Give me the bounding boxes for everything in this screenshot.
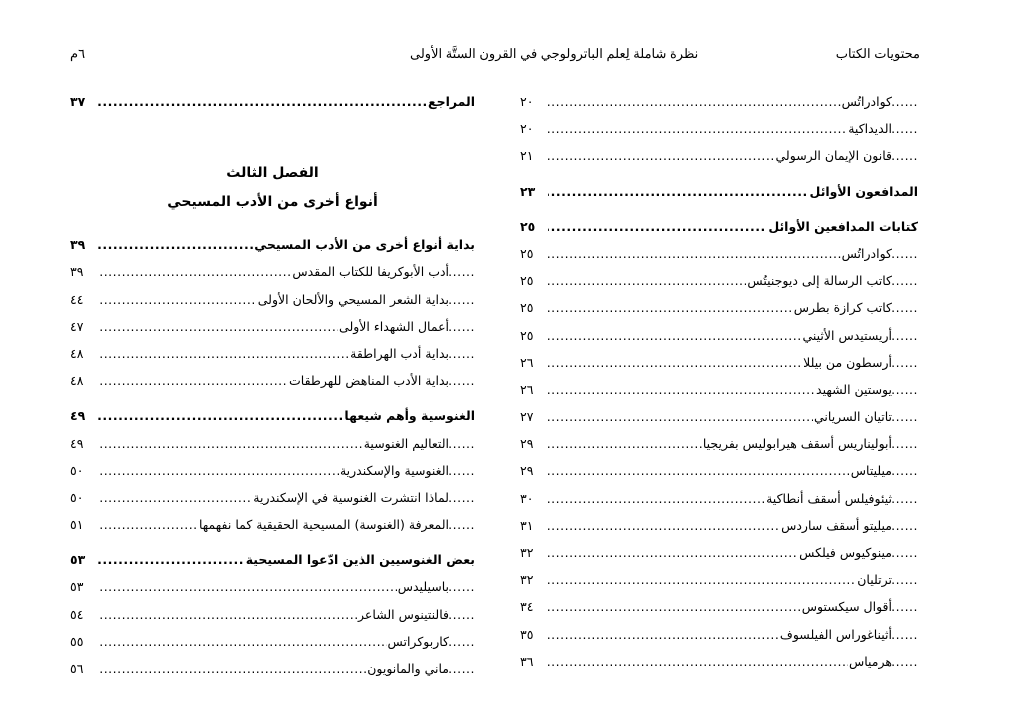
toc-entry-title: أعمال الشهداء الأولى (339, 318, 449, 334)
toc-entry-title: بداية الشعر المسيحي والألحان الأولى (257, 291, 449, 307)
toc-entry-page: ٤٧ (70, 313, 85, 340)
toc-entry-page: ٤٤ (70, 286, 85, 313)
toc-entry-page: ٢٠ (520, 88, 535, 115)
toc-entry-title: كتابات المدافعين الأوائل (768, 218, 918, 234)
toc-entry-title: مينوكيوس فيلكس (799, 545, 892, 560)
toc-entry-page: ٥٦ (70, 655, 85, 682)
toc-entry (520, 485, 918, 512)
toc-entry (70, 286, 475, 313)
toc-entry-page: ٣١ (520, 512, 535, 539)
toc-entry (520, 566, 918, 593)
header-page-number: ٦م (70, 46, 86, 61)
toc-entry-page: ٢٥ (520, 213, 537, 240)
toc-entry-title: بداية أنواع أخرى من الأدب المسيحي (254, 237, 475, 253)
toc-entry-title: كوادراتُس (841, 94, 892, 109)
toc-entry-title: الغنوسية وأهم شيعها (344, 408, 475, 424)
toc-entry-page: ٢٠ (520, 115, 535, 142)
toc-entry (520, 539, 918, 566)
toc-entry-page: ٣٢ (520, 539, 535, 566)
toc-entry (520, 322, 918, 349)
toc-entry-page: ٥١ (70, 511, 85, 538)
header-book-title: نظرة شاملة لِعلم الباترولوجي في القرون الستَّة الأولى (410, 46, 699, 61)
toc-entry-title: فالنتينوس الشاعر (358, 606, 449, 622)
toc-section-entry (520, 178, 918, 205)
toc-entry (70, 340, 475, 367)
toc-left-entries (70, 231, 475, 682)
toc-entry-title: ماني والمانويون (367, 661, 449, 676)
toc-entry-title: كاتب كرازة بطرس (793, 300, 892, 316)
toc-entry (520, 593, 918, 620)
toc-entry-page: ٥٣ (70, 573, 85, 600)
toc-spacer (520, 205, 918, 213)
toc-entry-title: كاربوكراتس (387, 633, 449, 649)
toc-entry-title: يوستين الشهيد (816, 381, 892, 397)
toc-entry-page: ٥٠ (70, 457, 85, 484)
toc-entry-title: أدب الأبوكريفا للكتاب المقدس (292, 264, 449, 280)
toc-entry-title: كاتب الرسالة إلى ديوجنيتُس (747, 273, 892, 289)
toc-entry-page: ٢٩ (520, 457, 535, 484)
toc-entry-page: ٣٩ (70, 258, 85, 285)
header-book-contents: محتويات الكتاب (835, 46, 920, 61)
toc-entry (520, 512, 918, 539)
toc-entry-title: بداية الأدب المناهض للهرطقات (289, 373, 449, 389)
toc-entry-title: ثيئوفيلس أسقف أنطاكية (766, 490, 892, 506)
toc-entry-title: ميليتو أسقف ساردس (781, 517, 892, 533)
toc-entry-title: المدافعون الأوائل (809, 183, 918, 199)
toc-entry-title: المعرفة (الغنوسة) المسيحية الحقيقية كما نفهمها (198, 517, 449, 533)
toc-entry (70, 484, 475, 511)
toc-entry-page: ٤٨ (70, 340, 85, 367)
chapter-number: الفصل الثالث (226, 165, 319, 182)
toc-section-entry (70, 402, 475, 429)
toc-entry-page: ٢٥ (520, 294, 535, 321)
toc-entry-page: ٥٤ (70, 601, 85, 628)
toc-entry (520, 648, 918, 675)
toc-entry-title: ترتليان (857, 572, 892, 588)
toc-entry (520, 430, 918, 457)
toc-entry-title: ميليتاس (850, 463, 892, 479)
toc-entry (70, 457, 475, 484)
toc-left-column (70, 88, 475, 682)
toc-entry (70, 258, 475, 285)
toc-spacer (70, 538, 475, 546)
toc-entry (70, 628, 475, 655)
toc-entry-page: ٢١ (520, 142, 535, 169)
toc-entry (520, 88, 918, 115)
toc-entry (70, 573, 475, 600)
toc-entry-title: أرسطون من بيللا (803, 354, 892, 370)
toc-entry-title: أقوال سيكستوس (801, 599, 892, 615)
toc-entry (70, 88, 475, 115)
toc-entry-title: أبوليناريس أسقف هيرابوليس بفريجيا (702, 436, 892, 452)
toc-spacer (70, 394, 475, 402)
toc-entry (520, 403, 918, 430)
toc-entry-title: كوادراتُس (841, 245, 892, 261)
toc-entry-title: باسيليدس (397, 579, 449, 595)
page-header (70, 46, 920, 68)
toc-entry (520, 349, 918, 376)
toc-entry-page: ٢٣ (520, 178, 537, 205)
toc-entry (520, 115, 918, 142)
toc-entry (520, 457, 918, 484)
toc-leader-dots (98, 88, 475, 115)
toc-entry-page: ٣٩ (70, 231, 87, 258)
toc-entry-page: ٢٥ (520, 267, 535, 294)
toc-entry-page: ٢٦ (520, 376, 535, 403)
toc-entry-title: لماذا انتشرت الغنوسية في الإسكندرية (253, 489, 449, 505)
toc-entry-title: الغنوسية والإسكندرية (339, 462, 449, 478)
toc-entry-page: ٣٢ (520, 566, 535, 593)
toc-entry (520, 376, 918, 403)
toc-entry (70, 511, 475, 538)
toc-entry-page: ٥٥ (70, 628, 85, 655)
toc-entry (520, 294, 918, 321)
toc-entry (520, 621, 918, 648)
toc-entry-title: الديداكية (848, 121, 892, 137)
toc-entry-page: ٥٣ (70, 546, 87, 573)
toc-entry-page: ٣٦ (520, 648, 535, 675)
toc-entry-title: بداية أدب الهراطقة (350, 345, 449, 361)
toc-entry-page: ٤٩ (70, 430, 85, 457)
toc-entry-page: ٤٩ (70, 402, 87, 429)
toc-section-entry (70, 546, 475, 573)
toc-entry (520, 240, 918, 267)
toc-entry-title: هرمياس (848, 653, 892, 669)
chapter-title: أنواع أخرى من الأدب المسيحي (167, 194, 378, 211)
toc-entry-title: بعض الغنوسيين الذين ادّعوا المسيحية (245, 552, 475, 568)
toc-entry (520, 267, 918, 294)
chapter-heading (70, 159, 475, 217)
toc-entry-page: ٢٥ (520, 240, 535, 267)
toc-entry (520, 142, 918, 169)
toc-entry-page: ٣٥ (520, 621, 535, 648)
toc-entry-page: ٣٠ (520, 485, 535, 512)
toc-entry-page: ٣٤ (520, 593, 535, 620)
toc-entry-page: ٢٦ (520, 349, 535, 376)
toc-section-entry (70, 231, 475, 258)
toc-entry-page: ٢٩ (520, 430, 535, 457)
toc-entry (70, 313, 475, 340)
toc-entry-page: ٢٧ (520, 403, 535, 430)
toc-entry-title: أثيناغوراس الفيلسوف (779, 626, 892, 642)
toc-right-column (520, 88, 918, 675)
toc-entry-title: قانون الإيمان الرسولي (775, 148, 892, 164)
toc-entry-title: أريستيدس الأثيني (802, 327, 892, 343)
toc-entry-title: التعاليم الغنوسية (363, 435, 449, 451)
toc-entry-page: ٥٠ (70, 484, 85, 511)
toc-entry (70, 430, 475, 457)
toc-entry-title: تاتيان السرياني (813, 409, 892, 425)
toc-entry-page: ٣٧ (70, 88, 87, 115)
toc-entry-page: ٢٥ (520, 322, 535, 349)
toc-spacer (520, 170, 918, 178)
toc-entry (70, 367, 475, 394)
toc-entry-title: المراجع (428, 94, 475, 109)
toc-entry (70, 601, 475, 628)
toc-entry (70, 655, 475, 682)
toc-entry-page: ٤٨ (70, 367, 85, 394)
toc-section-entry (520, 213, 918, 240)
